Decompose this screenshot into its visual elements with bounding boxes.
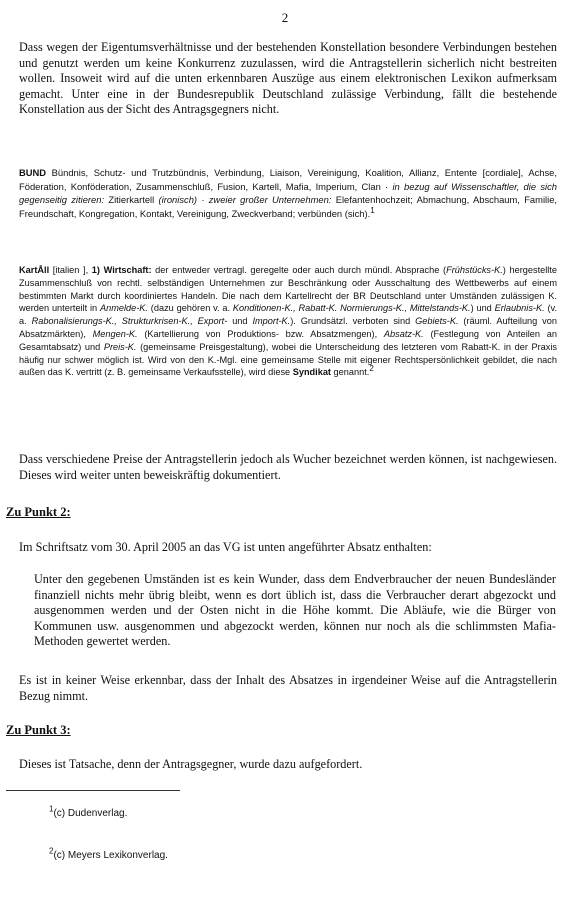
footnote-reference: 2 [369,364,374,374]
bund-dictionary-entry [19,166,557,220]
preise-paragraph: Dass verschiedene Preise der Antragstellerin jedoch als Wucher bezeichnet werden können, ist nachgewiesen. Dieses wird weiter unten beweiskräftig dokumentiert. [19,452,557,482]
footnote-text: (c) Meyers Lexikonverlag. [53,850,168,861]
kartell-text: genannt. [331,367,370,378]
bund-text: Bündnis, Schutz- und Trutzbündnis, Verbindung, Liaison, Vereinigung, Koalition, Allianz, Entente [cordiale], Achse, Föderation, Konföderation, Zusammenschluß, Fusion, Kartell, Mafia, Imperium, Clan · [19,167,557,192]
footnote-text: (c) Dudenverlag. [53,808,128,819]
kartell-text: (dazu gehören v. a. [147,303,233,314]
kartell-text: [italien ], [49,265,92,275]
kartell-italic: Absatz-K. [383,328,424,339]
kartell-text: (gemeinsame Preisgestaltung), wobei die Unterscheidung des letzteren vom Rabatt-K. in der Praxis häufig nur schwer möglich ist. Wird von den K.-Mgl. eine gemeinsame Stelle mit eigener Rechtspersönlichkeit gebildet, die nach außen das K. vertritt (z. B. gemeinsame Verkaufsstelle), wird diese [19,341,557,378]
footnote-2 [49,846,168,861]
kartell-text: der entweder vertragl. geregelte oder auch durch mündl. Absprache ( [151,265,447,275]
kartell-text: ) und [470,303,495,314]
kartell-text: (räuml. Aufteilung von Absatzmärkten), [19,316,557,339]
heading-punkt-2: Zu Punkt 2: [6,505,71,519]
kartell-italic: Import-K. [252,316,291,327]
heading-punkt-3: Zu Punkt 3: [6,723,71,737]
schriftsatz-paragraph: Im Schriftsatz vom 30. April 2005 an das VG ist unten angeführter Absatz enthalten: [19,540,432,554]
footnote-mark: 2 [49,846,54,856]
kartell-bold: Syndikat [292,367,331,378]
footnote-separator [6,790,180,791]
bund-headword: BUND [19,167,47,178]
quoted-paragraph: Unter den gegebenen Umständen ist es kein Wunder, dass dem Endverbraucher der neuen Bundesländer finanziell nichts mehr übrig bleibt, wenn es dort üblich ist, dass die Verbraucher derart abgezockt und ausgenommen werden und der Osten nicht in die Höhe kommt. Die Abläufe, wie die Bürger von Kommunen usw. ausgenommen und abgezockt werden, können nur noch als die schlimmsten Mafia-Methoden gewertet werden. [34,572,556,648]
kartell-dictionary-entry [19,264,557,379]
footnote-reference: 1 [370,205,375,215]
tatsache-paragraph: Dieses ist Tatsache, denn der Antragsgegner, wurde dazu aufgefordert. [19,757,363,771]
kartell-text: (v. a. [19,303,557,327]
bund-italic: (ironisch) · zweier großer Unternehmen: [158,194,332,206]
bezug-paragraph: Es ist in keiner Weise erkennbar, dass der Inhalt des Absatzes in irgendeiner Weise auf die Antragstellerin Bezug nimmt. [19,673,557,703]
kartell-italic: Rabonalisierungs-K., Strukturkrisen-K., Export- [31,316,228,327]
kartell-text: (Festlegung von Anteilen an Gesamtabsatz) und [19,328,557,352]
kartell-text: und [227,316,253,327]
kartell-text: (Kartellierung von Produktions- bzw. Absatzmengen), [137,328,384,339]
bund-text: Zitierkartell [104,194,159,206]
page-number: 2 [281,10,289,25]
footnote-mark: 1 [49,804,54,814]
kartell-italic: Mengen-K. [92,328,138,339]
kartell-italic: Preis-K. [103,341,137,352]
bund-text: Elefantenhochzeit; Abmachung, Abschaum, Familie, Freundschaft, Kongregation, Kontakt, Vereinigung, Zweckverband; verbünden (sich). [19,194,558,219]
kartell-italic: Anmelde-K. [99,303,148,314]
kartell-text: ). Grundsätzl. verboten sind [290,316,416,327]
kartell-text: ) hergestellte Zusammenschluß von rechtl. selbständigen Unternehmen zur Beschränkung oder Ausschaltung des Wettbewerbs auf einem bestimmten Markt durch koordiniertes Handeln. Die nach dem Kartellrecht der BR Deutschland unter Umständen zulässigen K. werden unterteilt in [19,265,557,314]
kartell-italic: Frühstücks-K. [446,265,503,275]
bund-italic: in bezug auf Wissenschaftler, die sich gegenseitig zitieren: [19,180,558,206]
footnote-1 [49,804,128,819]
kartell-bold: 1) Wirtschaft: [91,265,152,275]
kartell-headword: KartÅll [19,265,50,275]
kartell-italic: Konditionen-K., Rabatt-K. Normierungs-K., Mittelstands-K. [232,303,471,314]
kartell-italic: Gebiets-K. [415,316,459,327]
intro-paragraph: Dass wegen der Eigentumsverhältnisse und der bestehenden Konstellation besondere Verbindungen bestehen und genutzt werden um keine Konkurrenz zuzulassen, wird die Antragstellerin sicherlich nicht bestreiten wollen. Insoweit wird auf die unten erkennbaren Auszüge aus einem elektronischen Lexikon aufmerksam gemacht. Unter eine in der Bundesrepublik Deutschland zulässige Verbindung, fällt die bestehende Konstellation aus der Sicht des Antragsgegners nicht. [19,40,557,116]
kartell-italic: Erlaubnis-K. [494,303,545,314]
